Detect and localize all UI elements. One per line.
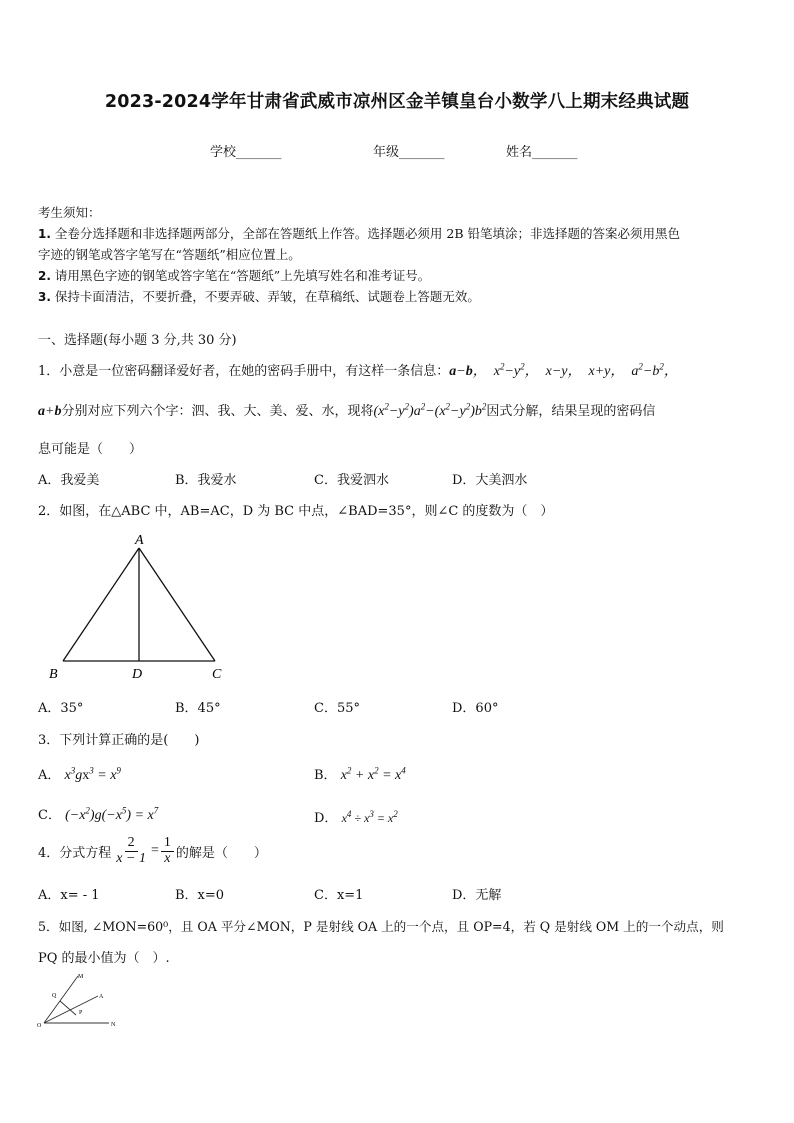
option-label: C． (38, 808, 61, 823)
point-label-m: M (78, 974, 84, 980)
q1-formula-ab: a+b (38, 404, 62, 419)
option-label: D． (314, 811, 338, 826)
q2-option-d: D．60° (452, 701, 499, 716)
point-label-o: O (37, 1023, 42, 1029)
ray-oa (44, 996, 98, 1023)
q5-line-2: PQ 的最小值为（ ）. (38, 951, 170, 966)
q3-option-b (314, 764, 406, 784)
section-heading: 一、选择题(每小题 3 分,共 30 分) (38, 333, 237, 348)
equals-sign: = (150, 843, 159, 859)
fraction-numerator: 1 (161, 836, 174, 852)
notice-text: 全卷分选择题和非选择题两部分，全部在答题纸上作答。选择题必须用 2B 铅笔填涂；非选择题的答案必须用黑色 (54, 226, 680, 241)
q4-fraction-right (161, 836, 174, 866)
notice-number: 3. (38, 290, 51, 304)
vertex-label-a: A (135, 533, 144, 548)
page-title: 2023-2024学年甘肃省武威市凉州区金羊镇皇台小数学八上期末经典试题 (104, 92, 690, 112)
school-field: 学校_______ (210, 145, 282, 160)
option-label: B． (314, 768, 337, 783)
q3-option-a (38, 764, 121, 784)
point-label-q: Q (52, 993, 57, 999)
q1-option-d: D．大美泗水 (452, 473, 528, 488)
q1-expression: $(x^2-y^2)a^2-(x^2-y^2)b^2$ (373, 401, 487, 419)
q5-line-1: 5．如图, ∠MON=60⁰，且 OA 平分∠MON，P 是射线 OA 上的一个点，且 OP=4，若 Q 是射线 OM 上的一个动点，则 (38, 919, 724, 934)
notice-number: 1. (38, 227, 51, 241)
q4-fraction-left (113, 836, 149, 866)
q1-line-3: 息可能是（ ） (38, 442, 143, 457)
point-label-p: P (79, 1010, 83, 1016)
q2-option-a: A．35° (38, 701, 84, 716)
q3-option-c (38, 804, 158, 824)
fraction-denominator: x − 1 (116, 850, 146, 866)
vertex-label-c: C (212, 667, 222, 682)
q3-text: 3．下列计算正确的是( ) (38, 733, 200, 748)
fraction-numerator: 2 (125, 836, 138, 852)
q1-option-b: B．我爱水 (175, 473, 237, 488)
point-label-d: D (132, 667, 143, 682)
point-label-n: N (111, 1022, 116, 1028)
q3-formula-b: $x^2 + x^2 = x^4$ (340, 765, 406, 783)
notice-text: 请用黑色字迹的钢笔或答字笔在“答题纸”上先填写姓名和准考证号。 (54, 268, 431, 283)
fraction-denominator: x (164, 850, 171, 866)
notice-heading: 考生须知： (38, 205, 101, 220)
side-ab (63, 548, 139, 661)
q2-option-b: B．45° (175, 701, 221, 716)
q1-text: 分别对应下列六个字：泗、我、大、美、爱、水，现将 (61, 404, 374, 419)
q4-option-b: B．x=0 (175, 888, 225, 903)
q2-text: 2．如图，在△ABC 中，AB=AC，D 为 BC 中点，∠BAD=35°，则∠C 的度数为（ ） (38, 504, 554, 519)
notice-number: 2. (38, 269, 51, 283)
q1-option-a: A．我爱美 (38, 473, 100, 488)
angle-figure (36, 970, 126, 1035)
notice-item-3 (38, 287, 480, 305)
q1-option-c: C．我爱泗水 (314, 473, 389, 488)
q1-line-1 (38, 360, 678, 380)
notice-item-2 (38, 266, 430, 284)
q4-text: 的解是（ ） (175, 845, 267, 861)
q3-formula-a: $x^3gx^3 = x^9$ (64, 765, 121, 783)
grade-field: 年级_______ (373, 145, 445, 160)
point-label-a: A (99, 994, 104, 1000)
q1-line-2 (38, 400, 655, 420)
q4-option-d: D．无解 (452, 888, 502, 903)
notice-text: 保持卡面清洁，不要折叠，不要弄破、弄皱，在草稿纸、试题卷上答题无效。 (54, 289, 480, 304)
q4-option-a: A．x= - 1 (38, 888, 100, 903)
notice-item-1 (38, 224, 680, 242)
q3-formula-d: $x^4 \div x^3 = x^2$ (341, 809, 398, 825)
option-label: A． (38, 768, 61, 783)
q4-text: 4．分式方程 (38, 845, 112, 861)
q4-line (38, 836, 267, 866)
q2-option-c: C．55° (314, 701, 360, 716)
side-ac (139, 548, 215, 661)
q1-text: 1．小意是一位密码翻译爱好者，在她的密码手册中，有这样一条信息： (38, 364, 450, 379)
notice-item-1-cont: 字迹的钢笔或答字笔写在“答题纸”相应位置上。 (38, 247, 301, 262)
q1-text: 因式分解，结果呈现的密码信 (486, 404, 656, 419)
name-field: 姓名_______ (506, 145, 578, 160)
ray-om (44, 976, 78, 1023)
q3-formula-c: $(-x^2)g(-x^5) = x^7$ (65, 805, 159, 823)
q1-formula-list: a−b， $x^2-y^2$， x−y， x+y， $a^2-b^2$， (449, 361, 678, 379)
triangle-figure (40, 530, 240, 685)
q3-option-d (314, 807, 398, 826)
vertex-label-b: B (49, 667, 58, 682)
q4-option-c: C．x=1 (314, 888, 364, 903)
